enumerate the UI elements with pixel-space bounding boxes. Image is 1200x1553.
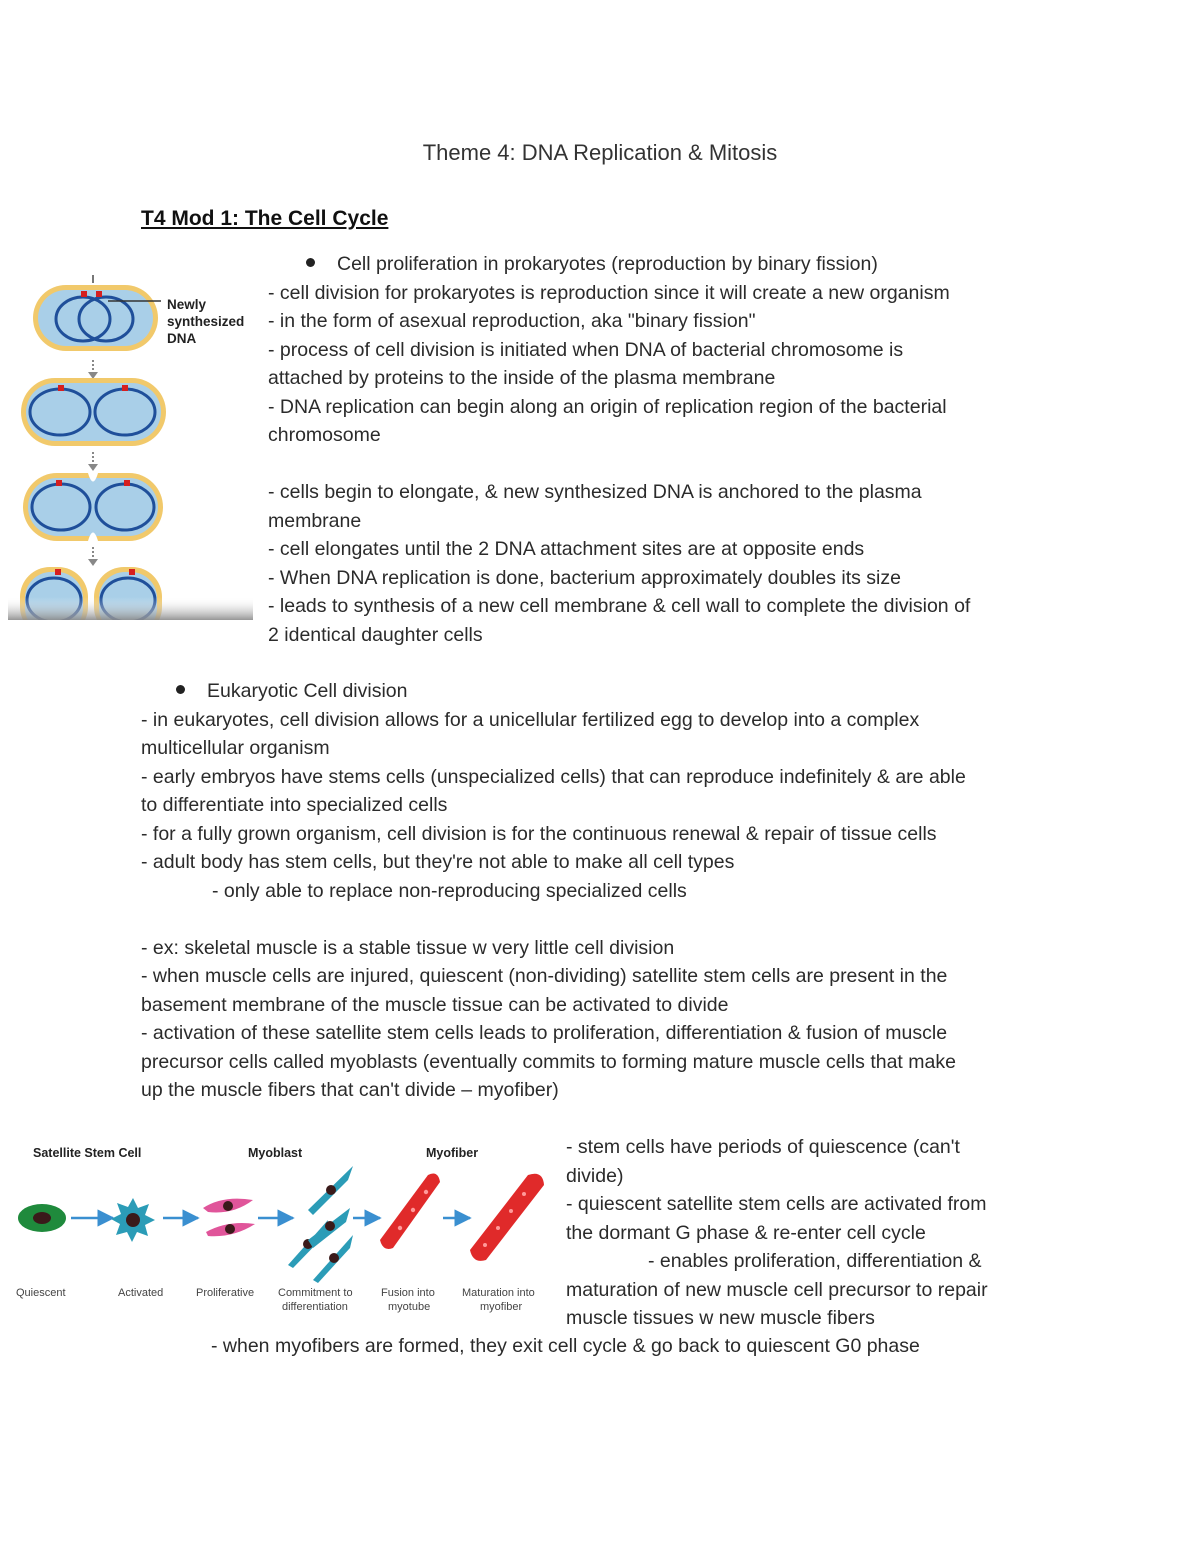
stage-fusion-line-2: myotube <box>388 1301 431 1313</box>
stem-cell-notes <box>566 1133 988 1333</box>
text-line: chromosome <box>268 424 381 446</box>
bullet-icon <box>176 685 185 694</box>
text-line: - DNA replication can begin along an origin of replication region of the bacterial <box>268 395 947 418</box>
text-line: - for a fully grown organism, cell division is for the continuous renewal & repair of tissue cells <box>141 822 937 845</box>
stage-quiescent: Quiescent <box>16 1287 66 1299</box>
down-arrow-icon <box>88 452 98 471</box>
text-line: - cell division for prokaryotes is reproduction since it will create a new organism <box>268 281 950 304</box>
text-line: to differentiate into specialized cells <box>141 794 448 816</box>
text-line: - cells begin to elongate, & new synthesized DNA is anchored to the plasma <box>268 481 922 503</box>
section-heading: T4 Mod 1: The Cell Cycle <box>141 207 389 230</box>
myofiber <box>470 1174 544 1261</box>
text-line: the dormant G phase & re-enter cell cycle <box>566 1221 926 1244</box>
text-line: up the muscle fibers that can't divide – myofiber) <box>141 1079 559 1101</box>
text-line: maturation of new muscle cell precursor to repair <box>566 1278 988 1301</box>
eukaryote-section <box>141 677 966 1105</box>
newly-label-line: Newly <box>167 297 207 312</box>
text-line: - leads to synthesis of a new cell membrane & cell wall to complete the division of <box>268 595 971 617</box>
text-line: attached by proteins to the inside of the plasma membrane <box>268 367 776 389</box>
committed-cells <box>288 1166 353 1283</box>
down-arrow-icon <box>88 547 98 566</box>
text-line: - in eukaryotes, cell division allows for a unicellular fertilized egg to develop into a complex <box>141 708 920 731</box>
bullet-item <box>141 677 966 706</box>
text-line: - when myofibers are formed, they exit cell cycle & go back to quiescent G0 phase <box>211 1335 920 1357</box>
blank-line <box>268 450 970 479</box>
stage-commitment-line-1: Commitment to <box>278 1287 353 1299</box>
stage-fusion-line-1: Fusion into <box>381 1287 435 1299</box>
bullet-item <box>268 250 970 279</box>
page-title: Theme 4: DNA Replication & Mitosis <box>422 140 778 165</box>
text-line: membrane <box>268 509 362 532</box>
stage-maturation-line-2: myofiber <box>480 1301 523 1313</box>
text-line: - in the form of asexual reproduction, aka "binary fission" <box>268 310 756 332</box>
bullet-text: Eukaryotic Cell division <box>207 680 408 702</box>
dna-label-line: DNA <box>167 331 197 346</box>
down-arrow-icon <box>88 360 98 379</box>
text-line: - early embryos have stems cells (unspecialized cells) that can reproduce indefinitely & are able <box>141 765 966 788</box>
blank-line <box>141 905 966 934</box>
bacterium-stage-3 <box>23 473 163 541</box>
text-line: - activation of these satellite stem cells leads to proliferation, differentiation & fusion of muscle <box>141 1022 948 1044</box>
prokaryote-section <box>268 250 970 649</box>
satellite-stem-cell-header: Satellite Stem Cell <box>33 1146 142 1160</box>
text-line: precursor cells called myoblasts (eventually commits to forming mature muscle cells that make <box>141 1050 956 1073</box>
stage-commitment-line-2: differentiation <box>282 1301 348 1313</box>
muscle-stem-cell-figure <box>8 1140 553 1320</box>
text-line: - cell elongates until the 2 DNA attachment sites are at opposite ends <box>268 538 865 560</box>
text-line: - When DNA replication is done, bacterium approximately doubles its size <box>268 566 901 589</box>
bullet-icon <box>306 258 315 267</box>
myoblast-header: Myoblast <box>248 1146 303 1160</box>
bullet-text: Cell proliferation in prokaryotes (reproduction by binary fission) <box>337 253 878 275</box>
synthesized-label-line: synthesized <box>167 314 245 329</box>
myofiber-note <box>211 1332 920 1361</box>
proliferative-cells <box>203 1199 255 1237</box>
bacterium-stage-2 <box>21 378 166 446</box>
text-line: divide) <box>566 1164 624 1187</box>
activated-cell <box>111 1198 155 1242</box>
text-line: - stem cells have periods of quiescence (can't <box>566 1136 960 1158</box>
myotube <box>380 1174 440 1249</box>
quiescent-cell <box>18 1204 66 1232</box>
indented-line: - only able to replace non-reproducing specialized cells <box>212 879 687 902</box>
text-line: - quiescent satellite stem cells are activated from <box>566 1193 987 1215</box>
stage-maturation-line-1: Maturation into <box>462 1287 535 1299</box>
text-line: muscle tissues w new muscle fibers <box>566 1307 875 1329</box>
stage-proliferative: Proliferative <box>196 1287 255 1299</box>
bacterium-stage-1 <box>33 285 161 351</box>
binary-fission-figure <box>8 275 253 620</box>
text-line: - ex: skeletal muscle is a stable tissue w very little cell division <box>141 936 675 959</box>
text-line: 2 identical daughter cells <box>268 623 483 646</box>
myofiber-header: Myofiber <box>426 1146 479 1160</box>
text-line: basement membrane of the muscle tissue can be activated to divide <box>141 993 729 1016</box>
text-line: - when muscle cells are injured, quiescent (non-dividing) satellite stem cells are present in the <box>141 965 948 987</box>
stage-activated: Activated <box>118 1287 164 1299</box>
text-line: - adult body has stem cells, but they're not able to make all cell types <box>141 851 735 873</box>
text-line: multicellular organism <box>141 737 330 759</box>
indented-line: - enables proliferation, differentiation & <box>648 1250 982 1272</box>
text-line: - process of cell division is initiated when DNA of bacterial chromosome is <box>268 338 904 361</box>
